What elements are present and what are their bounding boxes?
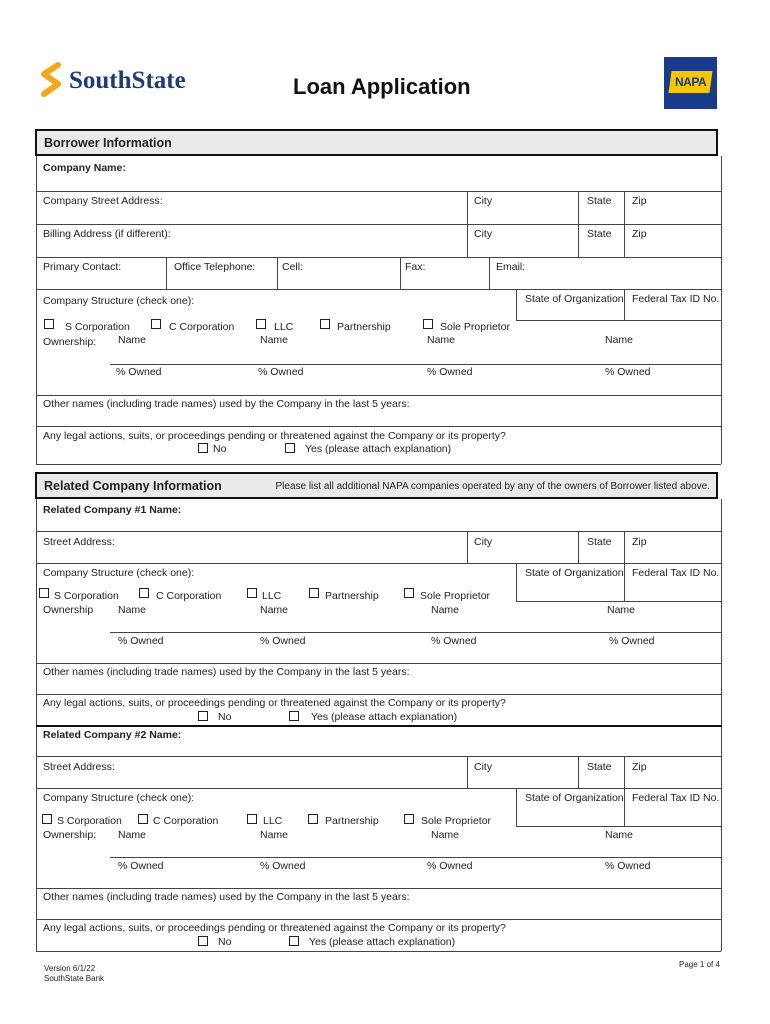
other-names-label: Other names (including trade names) used by the Company in the last 5 years:: [43, 398, 410, 410]
fed-tax-label: Federal Tax ID No.: [632, 293, 720, 305]
state-label: State: [587, 761, 612, 773]
partnership-label: Partnership: [325, 815, 379, 827]
borrower-section-header: [35, 129, 718, 156]
street-label: Street Address:: [43, 761, 115, 773]
c-corp-checkbox[interactable]: [139, 588, 149, 598]
owned-label: % Owned: [116, 366, 162, 378]
owned-label: % Owned: [260, 860, 306, 872]
owned-label: % Owned: [605, 860, 651, 872]
southstate-s-mark-icon: [38, 62, 64, 100]
owner-name-label: Name: [260, 334, 289, 346]
yes-label: Yes (please attach explanation): [311, 711, 458, 723]
owner-name-label: Name: [118, 604, 147, 616]
state-org-label: State of Organization: [525, 293, 624, 305]
s-corp-checkbox[interactable]: [39, 588, 49, 598]
owned-label: % Owned: [431, 635, 477, 647]
office-tel-label: Office Telephone:: [174, 261, 256, 273]
llc-label: LLC: [262, 590, 282, 602]
s-corp-label: S Corporation: [54, 590, 119, 602]
state-label: State: [587, 228, 612, 240]
ownership-label: Ownership:: [43, 336, 97, 348]
owner-name-label: Name: [118, 829, 147, 841]
partnership-checkbox[interactable]: [308, 814, 318, 824]
owner-name-label: Name: [427, 334, 456, 346]
no-label: No: [213, 443, 227, 455]
llc-checkbox[interactable]: [256, 319, 266, 329]
cell-label: Cell:: [282, 261, 304, 273]
s-corp-label: S Corporation: [57, 815, 122, 827]
c-corp-checkbox[interactable]: [138, 814, 148, 824]
other-names-label: Other names (including trade names) used by the Company in the last 5 years:: [43, 666, 410, 678]
owned-label: % Owned: [427, 860, 473, 872]
fed-tax-label: Federal Tax ID No.: [632, 567, 720, 579]
zip-label: Zip: [632, 195, 647, 207]
no-label: No: [218, 936, 232, 948]
yes-label: Yes (please attach explanation): [309, 936, 456, 948]
partnership-label: Partnership: [325, 590, 379, 602]
state-org-label: State of Organization: [525, 792, 624, 804]
version-text: Version 6/1/22: [44, 964, 96, 973]
city-label: City: [474, 195, 493, 207]
legal-actions-label: Any legal actions, suits, or proceedings pending or threatened against the Company or its property?: [43, 922, 506, 934]
legal-yes-checkbox[interactable]: [289, 711, 299, 721]
owner-name-label: Name: [118, 334, 147, 346]
c-corp-label: C Corporation: [169, 321, 235, 333]
zip-label: Zip: [632, 536, 647, 548]
owner-name-label: Name: [607, 604, 636, 616]
napa-logo: NAPA: [664, 57, 717, 109]
owned-label: % Owned: [260, 635, 306, 647]
state-label: State: [587, 195, 612, 207]
email-label: Email:: [496, 261, 526, 273]
related-1-name-label: Related Company #1 Name:: [43, 504, 182, 516]
llc-label: LLC: [263, 815, 283, 827]
llc-checkbox[interactable]: [247, 814, 257, 824]
partnership-checkbox[interactable]: [320, 319, 330, 329]
legal-no-checkbox[interactable]: [198, 711, 208, 721]
owned-label: % Owned: [118, 860, 164, 872]
owned-label: % Owned: [609, 635, 655, 647]
s-corp-label: S Corporation: [65, 321, 130, 333]
zip-label: Zip: [632, 228, 647, 240]
ownership-label: Ownership: [43, 604, 94, 616]
sole-proprietor-label: Sole Proprietor: [440, 321, 511, 333]
billing-label: Billing Address (if different):: [43, 228, 171, 240]
structure-label: Company Structure (check one):: [43, 295, 195, 307]
c-corp-checkbox[interactable]: [151, 319, 161, 329]
owner-name-label: Name: [605, 829, 634, 841]
other-names-label: Other names (including trade names) used by the Company in the last 5 years:: [43, 891, 410, 903]
street-label: Street Address:: [43, 536, 115, 548]
owner-name-label: Name: [260, 604, 289, 616]
owner-name-label: Name: [260, 829, 289, 841]
state-label: State: [587, 536, 612, 548]
llc-label: LLC: [274, 321, 294, 333]
page-number: Page 1 of 4: [679, 960, 720, 969]
owner-name-label: Name: [605, 334, 634, 346]
llc-checkbox[interactable]: [247, 588, 257, 598]
owned-label: % Owned: [427, 366, 473, 378]
owner-name-label: Name: [431, 829, 460, 841]
sole-proprietor-checkbox[interactable]: [404, 814, 414, 824]
no-label: No: [218, 711, 232, 723]
legal-actions-label: Any legal actions, suits, or proceedings pending or threatened against the Company or its property?: [43, 430, 506, 442]
sole-proprietor-checkbox[interactable]: [404, 588, 414, 598]
related-section-header: [35, 472, 718, 499]
owner-name-label: Name: [431, 604, 460, 616]
structure-label: Company Structure (check one):: [43, 792, 195, 804]
s-corp-checkbox[interactable]: [44, 319, 54, 329]
fax-label: Fax:: [405, 261, 426, 273]
logo-text: SouthState: [69, 67, 186, 94]
fed-tax-label: Federal Tax ID No.: [632, 792, 720, 804]
city-label: City: [474, 228, 493, 240]
section-title: Borrower Information: [44, 136, 172, 150]
c-corp-label: C Corporation: [153, 815, 219, 827]
street-label: Company Street Address:: [43, 195, 163, 207]
zip-label: Zip: [632, 761, 647, 773]
section-note: Please list all additional NAPA companies operated by any of the owners of Borrower listed above.: [275, 481, 710, 492]
sole-proprietor-checkbox[interactable]: [423, 319, 433, 329]
owned-label: % Owned: [258, 366, 304, 378]
city-label: City: [474, 536, 493, 548]
bank-text: SouthState Bank: [44, 974, 105, 983]
related-2-name-label: Related Company #2 Name:: [43, 729, 182, 741]
section-title: Related Company Information: [44, 479, 222, 493]
sole-proprietor-label: Sole Proprietor: [421, 815, 492, 827]
legal-yes-checkbox[interactable]: [285, 443, 295, 453]
owned-label: % Owned: [118, 635, 164, 647]
company-name-label: Company Name:: [43, 162, 126, 174]
city-label: City: [474, 761, 493, 773]
partnership-label: Partnership: [337, 321, 391, 333]
page-title: Loan Application: [293, 74, 471, 99]
partnership-checkbox[interactable]: [309, 588, 319, 598]
structure-label: Company Structure (check one):: [43, 567, 195, 579]
owned-label: % Owned: [605, 366, 651, 378]
s-corp-checkbox[interactable]: [42, 814, 52, 824]
legal-no-checkbox[interactable]: [198, 443, 208, 453]
yes-label: Yes (please attach explanation): [305, 443, 452, 455]
legal-no-checkbox[interactable]: [198, 936, 208, 946]
primary-contact-label: Primary Contact:: [43, 261, 122, 273]
ownership-label: Ownership:: [43, 829, 97, 841]
legal-yes-checkbox[interactable]: [289, 936, 299, 946]
sole-proprietor-label: Sole Proprietor: [420, 590, 491, 602]
legal-actions-label: Any legal actions, suits, or proceedings pending or threatened against the Company or its property?: [43, 697, 506, 709]
state-org-label: State of Organization: [525, 567, 624, 579]
southstate-logo: [38, 62, 218, 102]
c-corp-label: C Corporation: [156, 590, 222, 602]
